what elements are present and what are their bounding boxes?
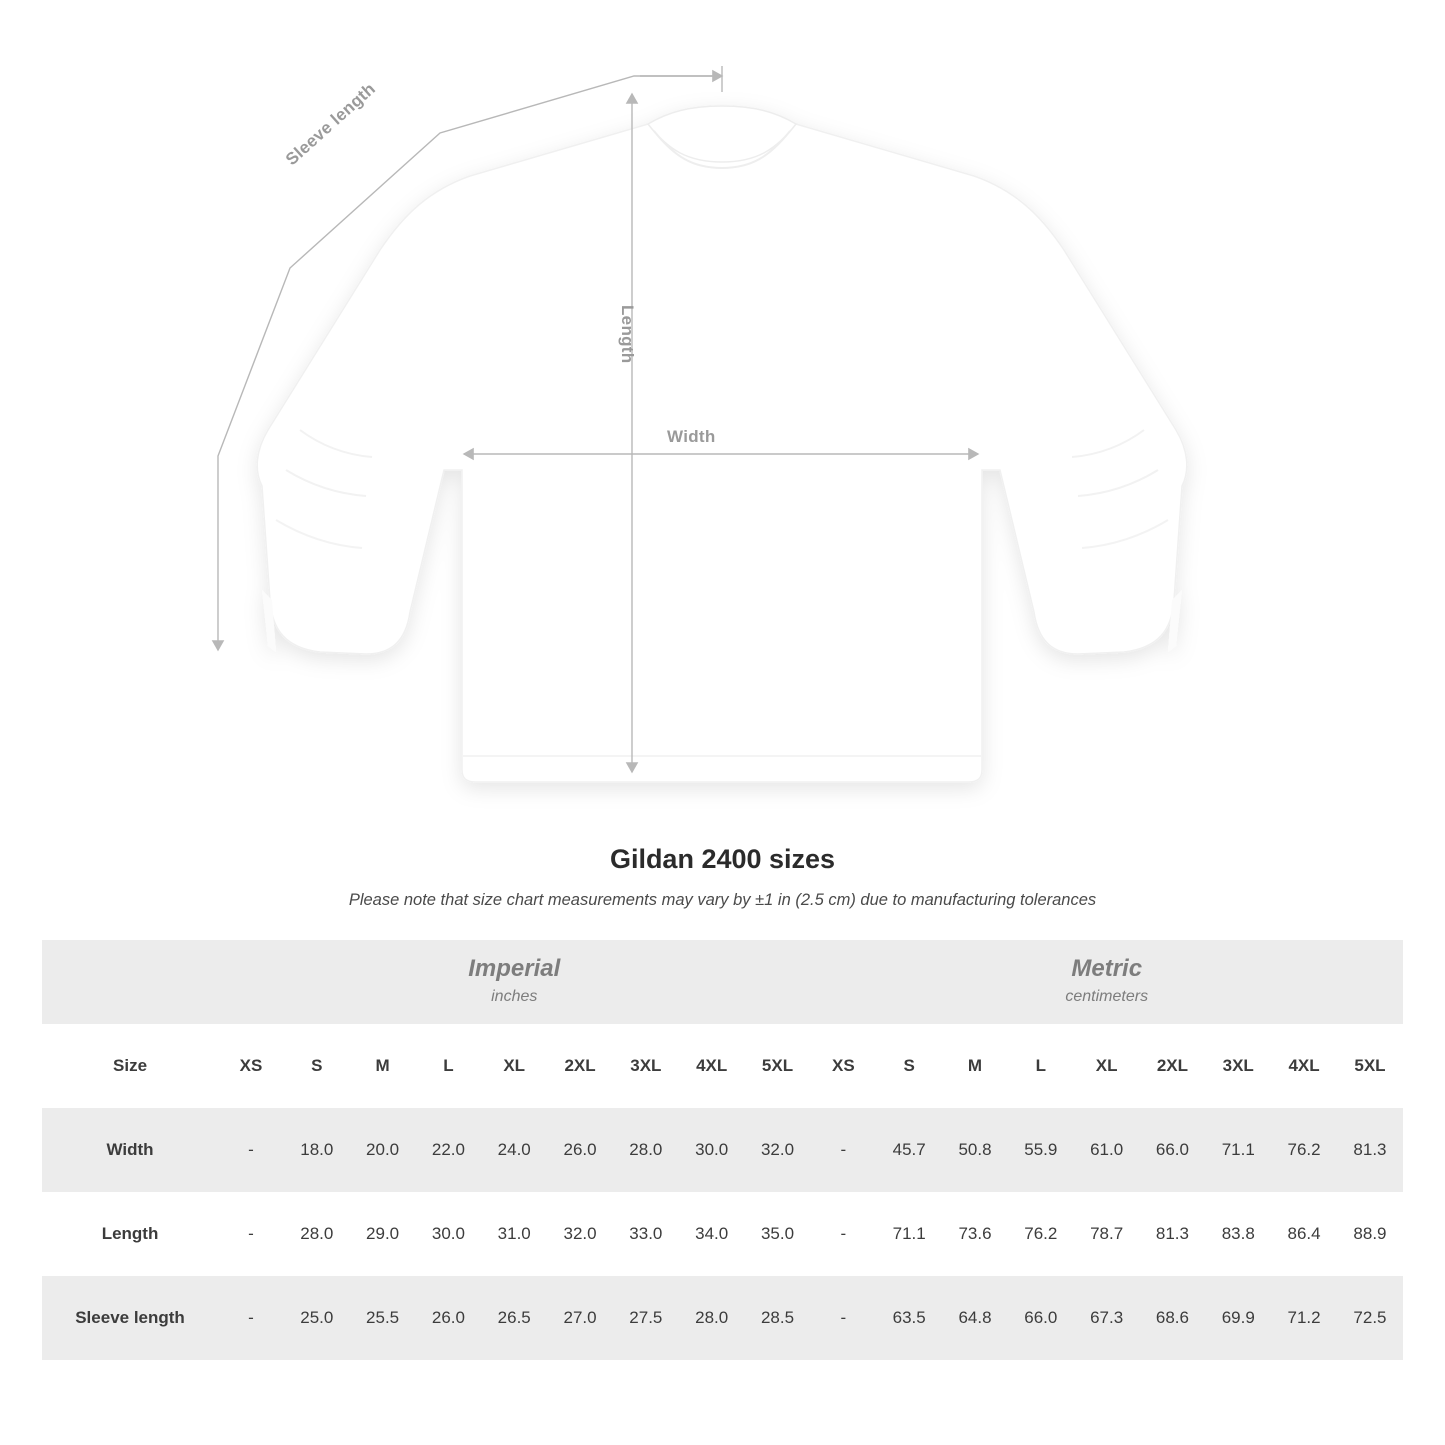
row-label-width: Width: [42, 1108, 218, 1192]
sleeve-length-label: Sleeve length: [282, 79, 380, 170]
size-col-s-imperial: S: [284, 1024, 350, 1108]
row-label-length: Length: [42, 1192, 218, 1276]
cell-length-3: 30.0: [416, 1192, 482, 1276]
cell-sleeve-0: -: [218, 1276, 284, 1360]
cell-width-17: 81.3: [1337, 1108, 1403, 1192]
cell-sleeve-1: 25.0: [284, 1276, 350, 1360]
size-col-5xl-metric: 5XL: [1337, 1024, 1403, 1108]
unit-group-imperial-sub: inches: [491, 988, 538, 1006]
cell-length-4: 31.0: [481, 1192, 547, 1276]
cell-width-9: -: [810, 1108, 876, 1192]
cell-width-6: 28.0: [613, 1108, 679, 1192]
cell-length-13: 78.7: [1074, 1192, 1140, 1276]
cell-length-2: 29.0: [350, 1192, 416, 1276]
cell-width-14: 66.0: [1140, 1108, 1206, 1192]
cell-width-16: 76.2: [1271, 1108, 1337, 1192]
cell-length-7: 34.0: [679, 1192, 745, 1276]
cell-length-12: 76.2: [1008, 1192, 1074, 1276]
cell-length-11: 73.6: [942, 1192, 1008, 1276]
table-row: [42, 1276, 1403, 1360]
size-col-l-imperial: L: [416, 1024, 482, 1108]
cell-width-10: 45.7: [876, 1108, 942, 1192]
cell-width-12: 55.9: [1008, 1108, 1074, 1192]
unit-header-row: [42, 940, 1403, 1024]
cell-width-4: 24.0: [481, 1108, 547, 1192]
size-col-3xl-imperial: 3XL: [613, 1024, 679, 1108]
title-block: [0, 844, 1445, 910]
cell-width-0: -: [218, 1108, 284, 1192]
size-col-s-metric: S: [876, 1024, 942, 1108]
cell-width-5: 26.0: [547, 1108, 613, 1192]
cell-width-13: 61.0: [1074, 1108, 1140, 1192]
cell-sleeve-10: 63.5: [876, 1276, 942, 1360]
cell-length-9: -: [810, 1192, 876, 1276]
cell-sleeve-8: 28.5: [745, 1276, 811, 1360]
cell-length-6: 33.0: [613, 1192, 679, 1276]
size-col-xl-metric: XL: [1074, 1024, 1140, 1108]
unit-group-metric-sub: centimeters: [1065, 988, 1149, 1006]
cell-length-0: -: [218, 1192, 284, 1276]
length-label: Length: [618, 305, 637, 364]
cell-sleeve-15: 69.9: [1205, 1276, 1271, 1360]
unit-group-metric: [810, 940, 1403, 1024]
size-col-l-metric: L: [1008, 1024, 1074, 1108]
cell-width-15: 71.1: [1205, 1108, 1271, 1192]
cell-sleeve-14: 68.6: [1140, 1276, 1206, 1360]
cell-sleeve-7: 28.0: [679, 1276, 745, 1360]
cell-width-3: 22.0: [416, 1108, 482, 1192]
cell-length-17: 88.9: [1337, 1192, 1403, 1276]
unit-group-imperial-name: Imperial: [468, 955, 561, 983]
size-col-2xl-metric: 2XL: [1140, 1024, 1206, 1108]
cell-sleeve-9: -: [810, 1276, 876, 1360]
size-col-4xl-imperial: 4XL: [679, 1024, 745, 1108]
cell-sleeve-11: 64.8: [942, 1276, 1008, 1360]
cell-width-1: 18.0: [284, 1108, 350, 1192]
size-col-xs-metric: XS: [810, 1024, 876, 1108]
cell-length-15: 83.8: [1205, 1192, 1271, 1276]
size-col-xl-imperial: XL: [481, 1024, 547, 1108]
size-col-5xl-imperial: 5XL: [745, 1024, 811, 1108]
unit-group-imperial: [218, 940, 810, 1024]
unit-group-metric-name: Metric: [1071, 955, 1143, 983]
width-label: Width: [667, 427, 716, 446]
size-chart-table: [42, 940, 1403, 1360]
cell-width-11: 50.8: [942, 1108, 1008, 1192]
cell-sleeve-2: 25.5: [350, 1276, 416, 1360]
size-col-m-metric: M: [942, 1024, 1008, 1108]
cell-sleeve-16: 71.2: [1271, 1276, 1337, 1360]
row-label-sleeve-length: Sleeve length: [42, 1276, 218, 1360]
cell-length-8: 35.0: [745, 1192, 811, 1276]
tolerance-note: Please note that size chart measurements may vary by ±1 in (2.5 cm) due to manufacturing tolerances: [348, 891, 1097, 909]
row-header-size: Size: [42, 1024, 218, 1108]
size-col-2xl-imperial: 2XL: [547, 1024, 613, 1108]
size-col-xs-imperial: XS: [218, 1024, 284, 1108]
size-table-wrap: [42, 940, 1403, 1360]
cell-sleeve-12: 66.0: [1008, 1276, 1074, 1360]
cell-sleeve-5: 27.0: [547, 1276, 613, 1360]
cell-sleeve-17: 72.5: [1337, 1276, 1403, 1360]
cell-length-5: 32.0: [547, 1192, 613, 1276]
cell-sleeve-6: 27.5: [613, 1276, 679, 1360]
page-title: Gildan 2400 sizes: [609, 844, 836, 874]
cell-length-16: 86.4: [1271, 1192, 1337, 1276]
table-row: [42, 1108, 1403, 1192]
cell-width-8: 32.0: [745, 1108, 811, 1192]
cell-sleeve-3: 26.0: [416, 1276, 482, 1360]
cell-sleeve-13: 67.3: [1074, 1276, 1140, 1360]
shirt-shape: [257, 106, 1187, 782]
cell-length-1: 28.0: [284, 1192, 350, 1276]
cell-length-14: 81.3: [1140, 1192, 1206, 1276]
cell-width-2: 20.0: [350, 1108, 416, 1192]
unit-spacer: [42, 940, 218, 1024]
cell-sleeve-4: 26.5: [481, 1276, 547, 1360]
size-header-row: [42, 1024, 1403, 1108]
cell-width-7: 30.0: [679, 1108, 745, 1192]
size-col-m-imperial: M: [350, 1024, 416, 1108]
cell-length-10: 71.1: [876, 1192, 942, 1276]
table-row: [42, 1192, 1403, 1276]
size-col-3xl-metric: 3XL: [1205, 1024, 1271, 1108]
size-col-4xl-metric: 4XL: [1271, 1024, 1337, 1108]
